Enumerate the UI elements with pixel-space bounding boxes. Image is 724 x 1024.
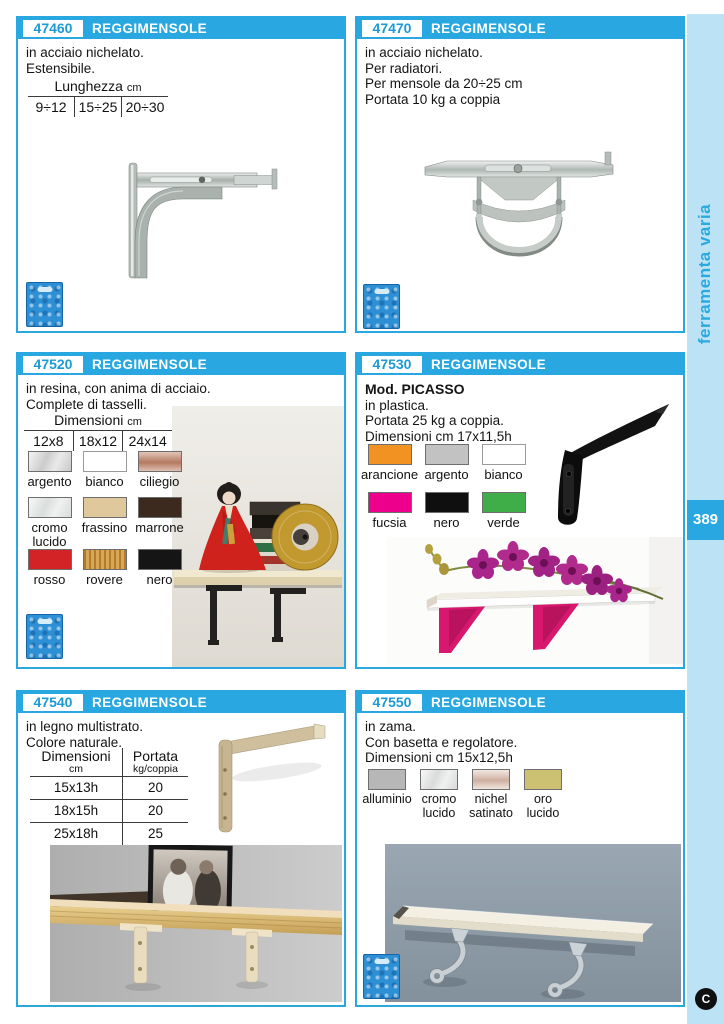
product-card-47460 (16, 16, 346, 333)
color-swatch (28, 497, 72, 518)
finish-option: oro lucido (517, 769, 569, 820)
color-swatch (368, 444, 412, 465)
color-option: ciliegio (132, 451, 187, 497)
description-line: in acciaio nichelato. (26, 45, 144, 60)
product-description (365, 719, 517, 766)
product-description (26, 381, 211, 412)
color-swatch (83, 497, 127, 518)
color-option: argento (22, 451, 77, 497)
description-line: Complete di tasselli. (26, 396, 147, 412)
color-swatch (28, 451, 72, 472)
color-swatch (368, 492, 412, 513)
finish-option: cromo lucido (413, 769, 465, 820)
color-swatch (482, 492, 526, 513)
bag-packaging-icon (363, 284, 400, 329)
card-header (18, 692, 344, 713)
model-name: Mod. PICASSO (365, 381, 465, 397)
product-card-47550 (355, 690, 685, 1007)
finish-option: alluminio (361, 769, 413, 820)
color-option: arancione (361, 444, 418, 492)
finish-options (361, 769, 569, 820)
product-photo-radiator-bracket (415, 150, 623, 268)
color-option: nero (418, 492, 475, 540)
color-swatch (138, 549, 182, 570)
category-label: ferramenta varia (695, 203, 714, 345)
description-line: Per radiatori. (365, 60, 443, 76)
color-option: nero (132, 549, 187, 599)
description-line: in plastica. (365, 397, 429, 413)
product-title: REGGIMENSOLE (92, 357, 208, 372)
color-option: cromo lucido (22, 497, 77, 549)
table-title: Dimensioni cm (24, 412, 172, 431)
product-code: 47530 (362, 356, 422, 373)
color-option: marrone (132, 497, 187, 549)
color-option: bianco (77, 451, 132, 497)
product-code: 47540 (23, 694, 83, 711)
description-line: in acciaio nichelato. (365, 45, 483, 60)
bag-packaging-icon (26, 614, 63, 659)
product-photo-orchid-shelf (387, 537, 683, 664)
product-photo-doll-shelf (172, 406, 344, 667)
card-header (357, 18, 683, 39)
color-option: fucsia (361, 492, 418, 540)
product-card-47540 (16, 690, 346, 1007)
product-photo-extensible-bracket (82, 158, 287, 293)
color-swatch (28, 549, 72, 570)
description-line: Dimensioni cm 15x12,5h (365, 750, 513, 765)
table-row: 9÷12 15÷25 20÷30 (28, 97, 168, 117)
table-title: Lunghezza cm (28, 78, 168, 97)
description-line: in resina, con anima di acciaio. (26, 381, 211, 396)
product-card-47530 (355, 352, 685, 669)
card-header (18, 18, 344, 39)
color-option: argento (418, 444, 475, 492)
product-code: 47470 (362, 20, 422, 37)
dimensions-table (24, 412, 172, 451)
description-line: Colore naturale. (26, 734, 123, 750)
color-swatch (425, 492, 469, 513)
product-title: REGGIMENSOLE (431, 357, 547, 372)
color-option: frassino (77, 497, 132, 549)
color-swatch (425, 444, 469, 465)
color-option: rovere (77, 549, 132, 599)
length-table (28, 78, 168, 117)
table-row: 18x15h 20 (30, 800, 188, 823)
color-options (22, 451, 187, 599)
product-title: REGGIMENSOLE (431, 695, 547, 710)
color-swatch (83, 549, 127, 570)
description-line: Con basetta e regolatore. (365, 734, 518, 750)
color-options (361, 444, 532, 540)
product-photo-wood-bracket (192, 712, 342, 844)
color-option: bianco (475, 444, 532, 492)
table-row: 25x18h 25 (30, 823, 188, 845)
page-number-badge: 389 (687, 500, 724, 540)
product-photo-black-bracket (535, 394, 681, 532)
bag-packaging-icon (26, 282, 63, 327)
color-swatch (482, 444, 526, 465)
table-row: 15x13h 20 (30, 777, 188, 800)
bag-packaging-icon (363, 954, 400, 999)
card-header (357, 692, 683, 713)
product-code: 47550 (362, 694, 422, 711)
finish-swatch (472, 769, 510, 790)
description-line: Per mensole da 20÷25 cm (365, 76, 523, 91)
color-swatch (138, 497, 182, 518)
product-title: REGGIMENSOLE (431, 21, 547, 36)
product-photo-zama-shelf (385, 844, 681, 1002)
color-swatch (138, 451, 182, 472)
category-side-tab (687, 14, 724, 1024)
product-description (26, 45, 144, 76)
color-option: rosso (22, 549, 77, 599)
publisher-logo: C (695, 988, 717, 1010)
finish-swatch (524, 769, 562, 790)
finish-option: nichel satinato (465, 769, 517, 820)
color-swatch (83, 451, 127, 472)
product-description (365, 382, 512, 444)
table-header: Dimensioni cm Portata kg/coppia (30, 748, 188, 777)
description-line: in zama. (365, 719, 417, 734)
product-description (365, 45, 523, 107)
product-card-47470 (355, 16, 685, 333)
finish-swatch (368, 769, 406, 790)
description-line: Dimensioni cm 17x11,5h (365, 428, 512, 444)
color-option: verde (475, 492, 532, 540)
product-title: REGGIMENSOLE (92, 21, 208, 36)
product-code: 47460 (23, 20, 83, 37)
description-line: Portata 25 kg a coppia. (365, 413, 504, 428)
dimensions-capacity-table (30, 748, 188, 845)
table-row: 12x8 18x12 24x14 (24, 431, 172, 451)
product-card-47520 (16, 352, 346, 669)
product-photo-wood-shelf (50, 845, 342, 1002)
product-title: REGGIMENSOLE (92, 695, 208, 710)
product-description (26, 719, 143, 750)
description-line: Estensibile. (26, 60, 96, 76)
card-header (357, 354, 683, 375)
card-header (18, 354, 344, 375)
description-line: Portata 10 kg a coppia (365, 91, 501, 107)
finish-swatch (420, 769, 458, 790)
product-code: 47520 (23, 356, 83, 373)
description-line: in legno multistrato. (26, 719, 144, 734)
